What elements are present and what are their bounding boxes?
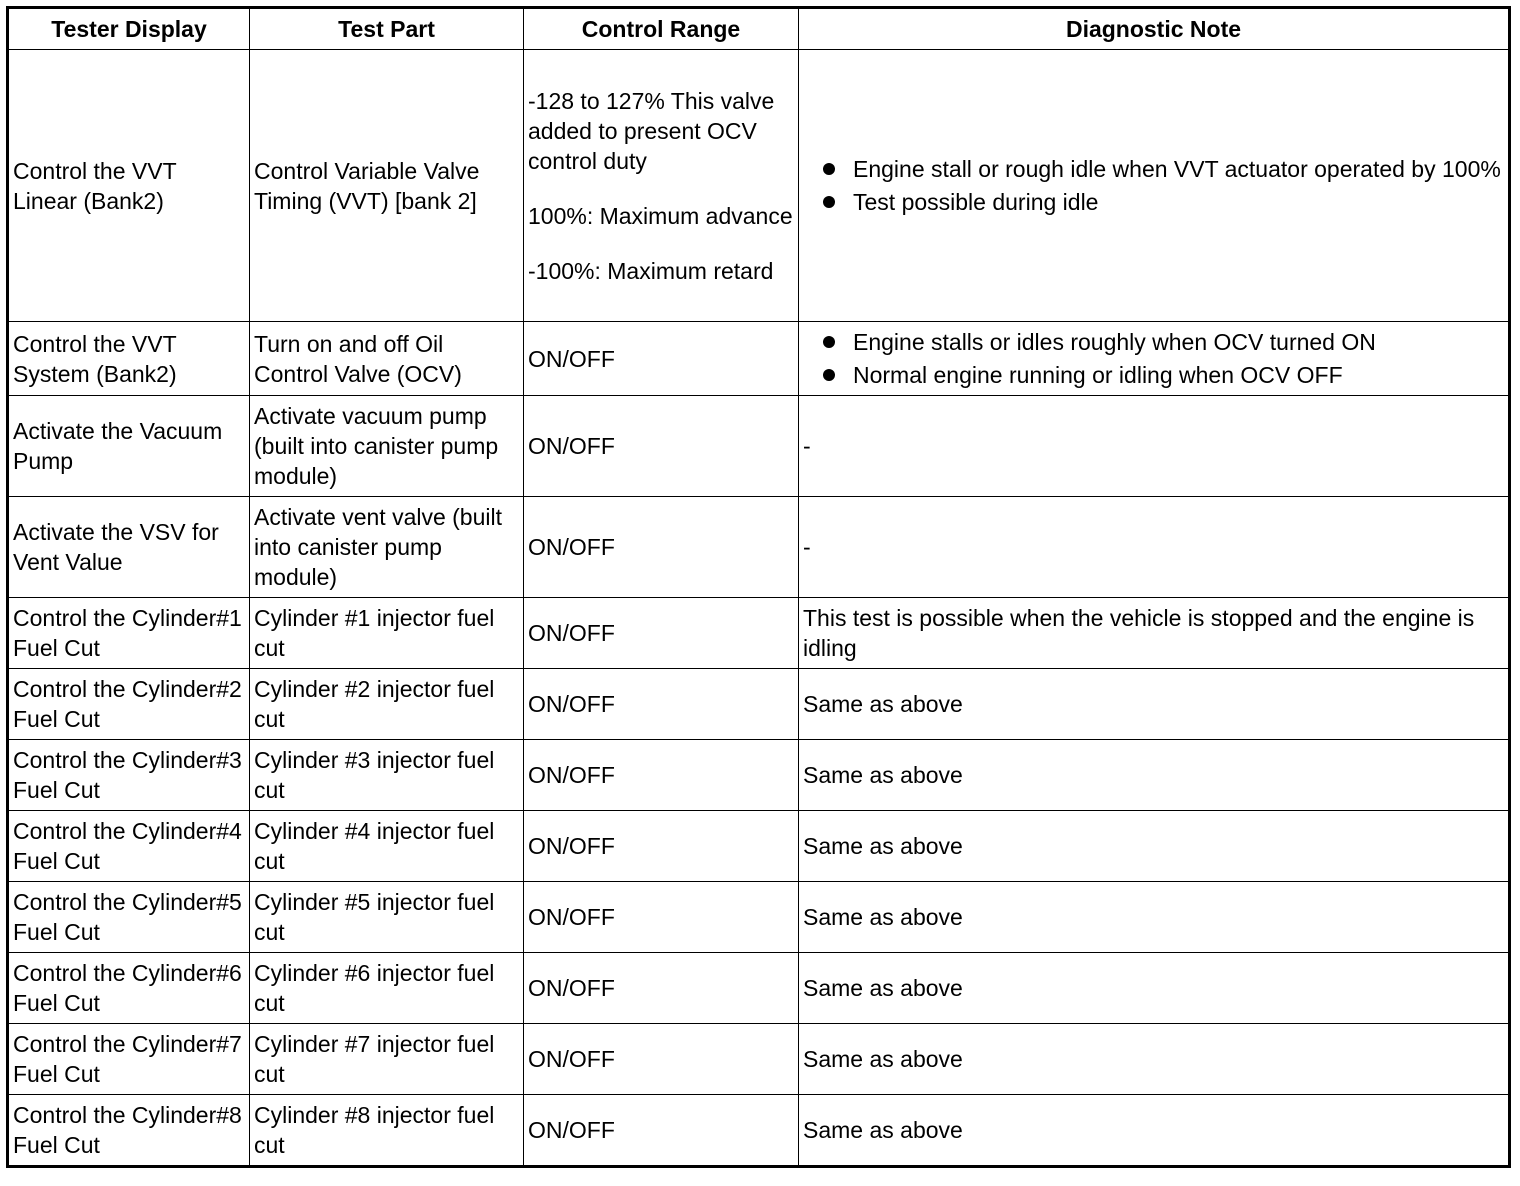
tester-display-cell: Control the Cylinder#8 Fuel Cut [8, 1095, 250, 1167]
tester-display-cell: Control the Cylinder#3 Fuel Cut [8, 740, 250, 811]
note-item [803, 327, 1504, 357]
diagnostic-note-cell: Same as above [799, 882, 1510, 953]
control-range-cell: ON/OFF [524, 1095, 799, 1167]
test-part-cell: Cylinder #1 injector fuel cut [250, 598, 524, 669]
bullet-icon [823, 163, 835, 175]
test-part-cell: Control Variable Valve Timing (VVT) [bank 2] [250, 50, 524, 322]
tester-display-cell: Activate the Vacuum Pump [8, 396, 250, 497]
header-diagnostic-note: Diagnostic Note [799, 8, 1510, 50]
table-row [8, 882, 1510, 953]
test-part-cell: Cylinder #5 injector fuel cut [250, 882, 524, 953]
control-range-text: 100%: Maximum advance [528, 202, 793, 229]
note-text: Test possible during idle [853, 189, 1099, 215]
note-list [803, 327, 1504, 390]
control-range-cell: ON/OFF [524, 322, 799, 396]
table-row [8, 811, 1510, 882]
table-row [8, 322, 1510, 396]
diagnostic-note-cell: Same as above [799, 1024, 1510, 1095]
test-part-cell: Turn on and off Oil Control Valve (OCV) [250, 322, 524, 396]
table-row [8, 598, 1510, 669]
tester-display-cell: Control the Cylinder#4 Fuel Cut [8, 811, 250, 882]
diagnostic-note-cell: This test is possible when the vehicle is stopped and the engine is idling [799, 598, 1510, 669]
diagnostic-note-cell: Same as above [799, 811, 1510, 882]
control-range-text: -128 to 127% This valve added to present OCV control duty [528, 87, 775, 174]
tester-display-cell: Control the VVT System (Bank2) [8, 322, 250, 396]
control-range-cell: ON/OFF [524, 497, 799, 598]
header-test-part: Test Part [250, 8, 524, 50]
note-item [803, 360, 1504, 390]
diagnostic-note-cell: Same as above [799, 669, 1510, 740]
tester-display-cell: Control the Cylinder#6 Fuel Cut [8, 953, 250, 1024]
tester-display-cell: Control the Cylinder#7 Fuel Cut [8, 1024, 250, 1095]
diagnostic-note-cell [799, 50, 1510, 322]
tester-display-cell: Activate the VSV for Vent Value [8, 497, 250, 598]
table-row [8, 497, 1510, 598]
table-row [8, 1024, 1510, 1095]
header-tester-display: Tester Display [8, 8, 250, 50]
note-text: Normal engine running or idling when OCV OFF [853, 362, 1343, 388]
tester-display-cell: Control the Cylinder#5 Fuel Cut [8, 882, 250, 953]
table-row [8, 396, 1510, 497]
diagnostic-note-cell [799, 322, 1510, 396]
control-range-cell [524, 50, 799, 322]
test-part-cell: Activate vacuum pump (built into canister pump module) [250, 396, 524, 497]
table-row [8, 1095, 1510, 1167]
note-text: Engine stall or rough idle when VVT actuator operated by 100% [853, 156, 1501, 182]
diagnostic-note-cell: Same as above [799, 953, 1510, 1024]
header-row [8, 8, 1510, 50]
table-row [8, 50, 1510, 322]
table-row [8, 740, 1510, 811]
control-range-cell: ON/OFF [524, 740, 799, 811]
test-part-cell: Cylinder #7 injector fuel cut [250, 1024, 524, 1095]
tester-display-cell: Control the Cylinder#1 Fuel Cut [8, 598, 250, 669]
control-range-cell: ON/OFF [524, 1024, 799, 1095]
test-part-cell: Cylinder #2 injector fuel cut [250, 669, 524, 740]
note-item [803, 154, 1504, 184]
test-part-cell: Activate vent valve (built into canister pump module) [250, 497, 524, 598]
bullet-icon [823, 369, 835, 381]
control-range-cell: ON/OFF [524, 811, 799, 882]
note-list [803, 154, 1504, 217]
control-range-cell: ON/OFF [524, 882, 799, 953]
control-range-cell: ON/OFF [524, 598, 799, 669]
tester-display-cell: Control the VVT Linear (Bank2) [8, 50, 250, 322]
table-row [8, 669, 1510, 740]
note-item [803, 187, 1504, 217]
control-range-cell: ON/OFF [524, 669, 799, 740]
control-range-text: -100%: Maximum retard [528, 257, 774, 284]
header-control-range: Control Range [524, 8, 799, 50]
control-range-cell: ON/OFF [524, 953, 799, 1024]
test-part-cell: Cylinder #8 injector fuel cut [250, 1095, 524, 1167]
bullet-icon [823, 336, 835, 348]
note-text: Engine stalls or idles roughly when OCV turned ON [853, 329, 1376, 355]
table-row [8, 953, 1510, 1024]
diagnostic-note-cell: Same as above [799, 740, 1510, 811]
diagnostic-note-cell: - [799, 497, 1510, 598]
control-range-cell: ON/OFF [524, 396, 799, 497]
test-part-cell: Cylinder #3 injector fuel cut [250, 740, 524, 811]
bullet-icon [823, 196, 835, 208]
test-part-cell: Cylinder #4 injector fuel cut [250, 811, 524, 882]
active-test-table [6, 6, 1511, 1168]
diagnostic-note-cell: Same as above [799, 1095, 1510, 1167]
test-part-cell: Cylinder #6 injector fuel cut [250, 953, 524, 1024]
diagnostic-note-cell: - [799, 396, 1510, 497]
tester-display-cell: Control the Cylinder#2 Fuel Cut [8, 669, 250, 740]
